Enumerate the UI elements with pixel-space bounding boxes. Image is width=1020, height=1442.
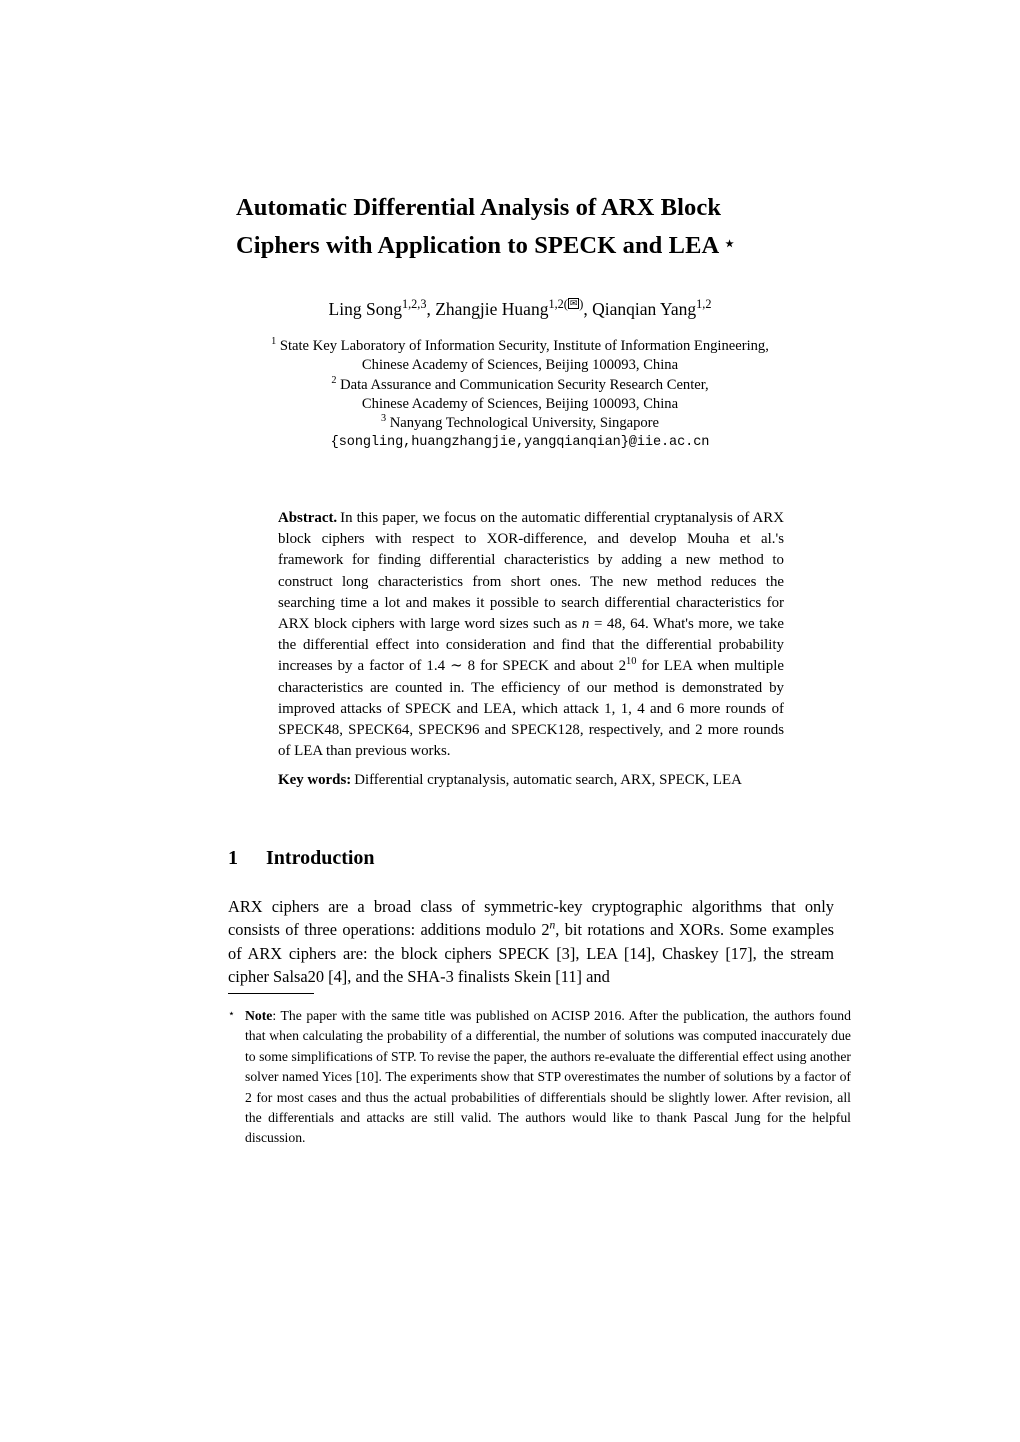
author-1-name: Ling Song [328, 299, 402, 319]
envelope-icon: ✉ [569, 298, 578, 309]
keywords-block [278, 770, 784, 791]
author-2-name: Zhangjie Huang [435, 299, 549, 319]
section-heading-introduction [228, 845, 375, 871]
affiliation-1-marker: 1 [271, 336, 277, 348]
author-2-sup-pre: 1,2( [548, 297, 568, 312]
keywords-label: Key words: [278, 772, 352, 788]
section-title: Introduction [266, 847, 375, 869]
author-3-affiliation-marks: 1,2 [696, 297, 712, 312]
abstract-text-1: In this paper, we focus on the automatic differential cryptanalysis of ARX block ciphers with respect to XOR-difference, and develop Mouha et al.'s framework for finding differential characteristics by adding a new method to construct long characteristics from short ones. The new method reduces the searching time a lot and makes it possible to search differential characteristics for ARX block ciphers with large word sizes such as [278, 510, 784, 633]
affiliation-1-cont [120, 356, 920, 375]
keywords-text: Differential cryptanalysis, automatic search, ARX, SPECK, LEA [354, 772, 742, 788]
footnote-marker: ⋆ [228, 1008, 235, 1020]
author-1-affiliation-marks: 1,2,3 [401, 297, 427, 312]
author-separator-2: , [583, 299, 593, 319]
title-footnote-marker: ⋆ [724, 234, 735, 253]
intro-exponent: n [549, 919, 556, 932]
author-list [120, 298, 920, 320]
title-line-1 [236, 190, 836, 226]
section-number: 1 [228, 847, 238, 869]
affiliation-1 [120, 337, 920, 356]
abstract-math-rest: = 48, 64 [589, 616, 646, 633]
author-2-sup-post: ) [579, 297, 584, 312]
affiliation-1-text: State Key Laboratory of Information Security, Institute of Information Engineering, [279, 338, 769, 354]
intro-text-2: , bit rotations and XORs. Some examples of ARX ciphers are: the block ciphers SPECK [3], LEA [14], Chaskey [17], the stream cipher Salsa20 [4], and the SHA-3 finalists Skein [11] and [228, 920, 834, 987]
author-2-affiliation-marks [548, 297, 583, 311]
affiliation-3 [120, 414, 920, 433]
contact-email: {songling,huangzhangjie,yangqianqian}@iie.ac.cn [330, 435, 710, 451]
title-line-2 [236, 226, 836, 264]
abstract-label: Abstract. [278, 510, 338, 526]
affiliation-2-cont [120, 395, 920, 414]
affiliation-2-text: Data Assurance and Communication Security Research Center, [340, 376, 709, 393]
abstract-exponent: 10 [626, 656, 637, 668]
affiliation-2-cont-text: Chinese Academy of Sciences, Beijing 100093, China [361, 395, 679, 412]
affiliation-3-marker: 3 [380, 413, 387, 425]
page-title [236, 190, 836, 264]
abstract-math-variable: n [581, 616, 590, 633]
affiliation-2-marker: 2 [331, 374, 337, 386]
footnote-separator-rule [228, 993, 314, 994]
abstract-text-3: for LEA when multiple characteristics are counted in. The efficiency of our method is demonstrated by improved attacks of SPECK and LEA, which attack 1, 1, 4 and 6 more rounds of SPECK48, SPECK64, SPECK96 and SPECK128, respectively, and 2 more rounds of LEA than previous works. [278, 658, 784, 760]
affiliation-1-cont-text: Chinese Academy of Sciences, Beijing 100093, China [361, 357, 679, 374]
abstract-text-2: . What's more, we take the differential effect into consideration and find that the differential probability increases by a factor of 1.4 ∼ 8 for SPECK and about 2 [278, 616, 784, 675]
abstract-block [278, 508, 784, 762]
footnote-text: : The paper with the same title was published on ACISP 2016. After the publication, the authors found that when calculating the probability of a differential, the number of solutions was computed inaccurately due to some simplifications of STP. To revise the paper, the authors re-evaluate the differential effect using another solver named Yices [10]. The experiments show that STP overestimates the number of solutions by a factor of 2 for most cases and thus the actual probabilities of differentials should be slightly lower. After revision, all the differentials and attacks are still valid. The authors would like to thank Pascal Jung for the helpful discussion. [245, 1008, 851, 1146]
footnote-block [228, 1004, 851, 1149]
intro-text-1: ARX ciphers are a broad class of symmetric-key cryptographic algorithms that only consists of three operations: additions modulo 2 [228, 897, 834, 940]
affiliation-list [120, 337, 920, 453]
affiliation-3-text: Nanyang Technological University, Singapore [389, 415, 660, 432]
author-3-name: Qianqian Yang [592, 299, 697, 319]
title-text-1: Automatic Differential Analysis of ARX Block [236, 194, 722, 221]
intro-paragraph [228, 895, 834, 989]
affiliation-2 [120, 376, 920, 395]
title-text-2: Ciphers with Application to SPECK and LEA [236, 232, 718, 259]
author-separator-1: , [426, 299, 436, 319]
footnote-label: Note [245, 1008, 273, 1023]
